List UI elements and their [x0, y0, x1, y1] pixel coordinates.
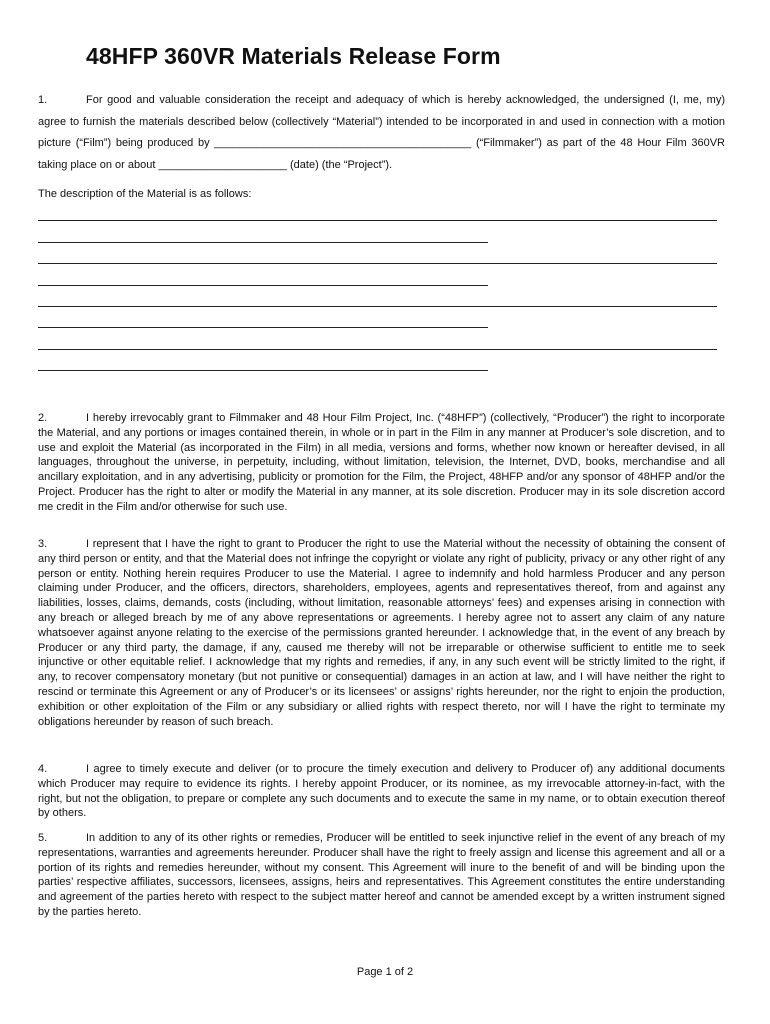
- paragraph-2-text: I hereby irrevocably grant to Filmmaker and 48 Hour Film Project, Inc. (“48HFP”) (collectively, “Producer”) the right to incorporate the Material, and any portions or images contained therein, in whole or in part in the Film in any manner at Producer’s sole discretion, and to use and exploit the Material (as incorporated in the Film) in all media, versions and forms, whether now known or hereafter devised, in all languages, throughout the universe, in perpetuity, including, without limitation, television, the Internet, DVD, books, merchandise and all ancillary exploitation, and in any advertising, publicity or promotion for the Film, the Project, 48HFP and/or any sponsor of 48HFP and/or the Project. Producer has the right to alter or modify the Material in any manner, at its sole discretion. Producer may in its sole discretion accord me credit in the Film and/or otherwise for such use.: [38, 412, 725, 513]
- description-line-8: [38, 370, 488, 371]
- paragraph-3-number: 3.: [38, 538, 48, 550]
- paragraph-3-text: I represent that I have the right to grant to Producer the right to use the Material without the necessity of obtaining the consent of any third person or entity, and that the Material does not infringe the copyright or violate any right of publicity, privacy or any other right of any person or entity. Nothing herein requires Producer to use the Material. I agree to indemnify and hold harmless Producer and any person claiming under Producer, and the officers, directors, shareholders, employees, agents and representatives thereof, from and against any liabilities, losses, claims, demands, costs (including, without limitation, reasonable attorneys’ fees) and expenses arising in connection with any breach or alleged breach by me of any above representations or agreements. I hereby agree not to assert any claim of any nature whatsoever against anyone relating to the exercise of the permissions granted hereunder. I acknowledge that, in the event of any breach by Producer or any third party, the damage, if any, caused me thereby will not be irreparable or otherwise sufficient to entitle me to seek injunctive or other equitable relief. I acknowledge that my rights and remedies, if any, in any such event will be strictly limited to the right, if any, to recover compensatory monetary (but not punitive or consequential) damages in an action at law, and I will have neither the right to rescind or terminate this Agreement or any of Producer’s or its licensees’ or assigns’ rights hereunder, nor the right to enjoin the production, exhibition or other exploitation of the Film or any subsidiary or allied rights with respect thereto, nor will I have the right to terminate my obligations hereunder by reason of such breach.: [38, 538, 725, 728]
- paragraph-5-number: 5.: [38, 832, 48, 844]
- description-line-7: [38, 349, 717, 350]
- document-title: 48HFP 360VR Materials Release Form: [86, 43, 501, 69]
- description-line-5: [38, 306, 717, 307]
- paragraph-4-number: 4.: [38, 763, 48, 775]
- paragraph-1-number: 1.: [38, 94, 48, 106]
- paragraph-1: [38, 90, 725, 176]
- paragraph-5-text: In addition to any of its other rights or remedies, Producer will be entitled to seek injunctive relief in the event of any breach of my representations, warranties and agreements hereunder. Producer shall have the right to freely assign and license this agreement and all or a portion of its rights and remedies hereunder, without my consent. This Agreement will inure to the benefit of and will be binding upon the parties’ respective affiliates, successors, licensees, assigns, heirs and representatives. This Agreement constitutes the entire understanding and agreement of the parties hereto with respect to the subject matter hereof and cannot be amended except by a written instrument signed by the parties hereto.: [38, 832, 725, 918]
- material-description-label: The description of the Material is as follows:: [38, 188, 252, 200]
- paragraph-1-text: For good and valuable consideration the receipt and adequacy of which is hereby acknowledged, the undersigned (I, me, my) agree to furnish the materials described below (collectively “Material”) intended to be incorporated in and used in connection with a motion picture (“Film”) being produced by __________________________________________ (“Filmmaker”) as part of the 48 Hour Film 360VR taking place on or about _____________________ (date) (the “Project”).: [38, 94, 725, 171]
- description-line-1: [38, 220, 717, 221]
- paragraph-3: [38, 537, 725, 729]
- description-line-6: [38, 327, 488, 328]
- paragraph-2-number: 2.: [38, 412, 48, 424]
- paragraph-5: [38, 831, 725, 920]
- page-number: Page 1 of 2: [356, 966, 414, 978]
- description-line-2: [38, 242, 488, 243]
- description-line-3: [38, 263, 717, 264]
- paragraph-4: [38, 762, 725, 821]
- paragraph-2: [38, 411, 725, 515]
- paragraph-4-text: I agree to timely execute and deliver (or to procure the timely execution and delivery to Producer of) any additional documents which Producer may require to evidence its rights. I hereby appoint Producer, or its nominee, as my irrevocable attorney-in-fact, with the right, but not the obligation, to prepare or complete any such documents and to execute the same in my name, or to obtain execution thereof by others.: [38, 763, 725, 820]
- description-line-4: [38, 285, 488, 286]
